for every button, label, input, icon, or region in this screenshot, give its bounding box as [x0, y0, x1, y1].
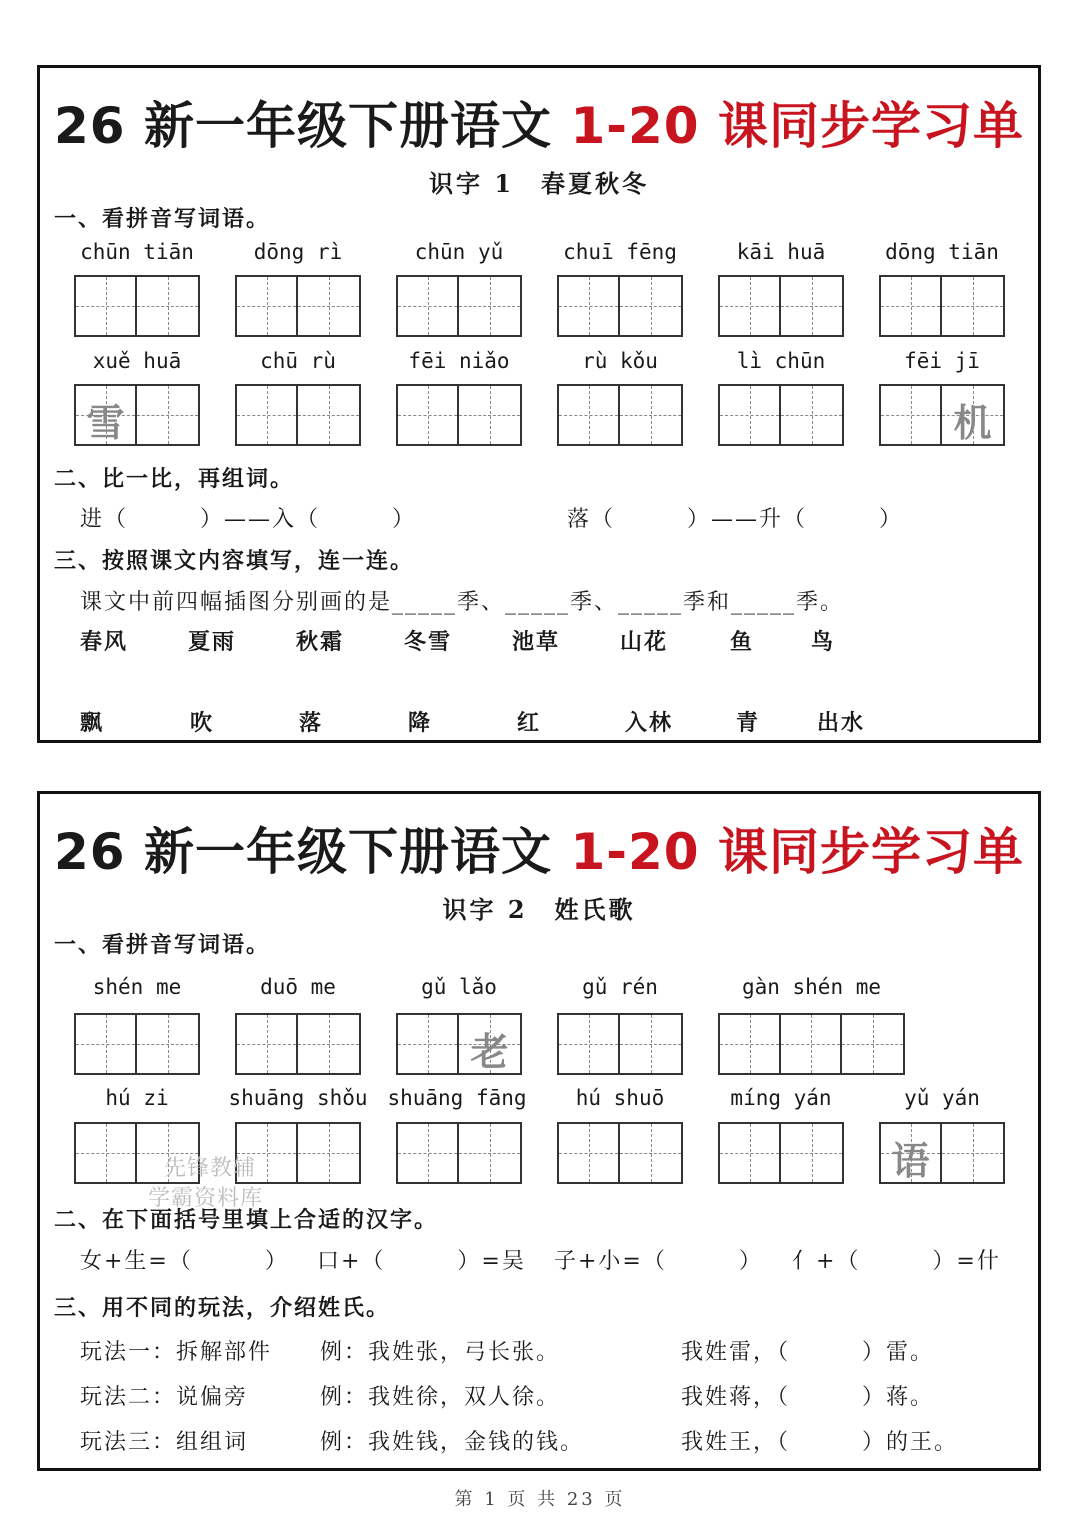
- play-task[interactable]: 我姓雷，（ ）雷。: [681, 1340, 935, 1365]
- fill-item[interactable]: 亻+（ ）=什: [792, 1249, 1001, 1274]
- pinyin-label: duō me: [260, 975, 336, 999]
- match-word-top[interactable]: 山花: [620, 629, 669, 655]
- hint-character: 语: [891, 1138, 930, 1183]
- pinyin-label: míng yán: [730, 1086, 832, 1110]
- writing-grid[interactable]: [396, 1122, 522, 1184]
- match-word-top[interactable]: 春风: [80, 629, 129, 655]
- pinyin-label: shuāng fāng: [387, 1086, 527, 1110]
- match-word-bottom[interactable]: 入林: [625, 710, 674, 736]
- pinyin-label: fēi niǎo: [408, 349, 510, 373]
- pinyin-label: chūn tiān: [80, 240, 194, 264]
- pinyin-label: xuě huā: [92, 349, 182, 373]
- play-task[interactable]: 我姓蒋，（ ）蒋。: [681, 1385, 935, 1410]
- section-3-heading: 三、按照课文内容填写，连一连。: [54, 548, 415, 574]
- hint-character: 雪: [86, 400, 125, 445]
- match-word-top[interactable]: 秋霜: [296, 629, 345, 655]
- match-word-bottom[interactable]: 红: [517, 710, 542, 736]
- compare-right[interactable]: 落（ ）——升（ ）: [567, 507, 904, 532]
- section-2-heading: 二、比一比，再组词。: [54, 466, 295, 492]
- writing-grid[interactable]: [879, 1122, 1005, 1184]
- pinyin-label: chuī fēng: [563, 240, 677, 264]
- page-indicator: 第 1 页 共 23 页: [454, 1489, 626, 1510]
- fill-item[interactable]: 口+（ ）=吴: [317, 1249, 526, 1274]
- writing-grid[interactable]: [396, 1013, 522, 1075]
- writing-grid[interactable]: [235, 1013, 361, 1075]
- sheet-title: [40, 812, 1038, 884]
- section-1-heading: 一、看拼音写词语。: [54, 206, 271, 232]
- writing-grid[interactable]: [879, 275, 1005, 337]
- pinyin-label: kāi huā: [736, 240, 826, 264]
- fill-item[interactable]: 子+小=（ ）: [554, 1249, 763, 1274]
- pinyin-label: hú zi: [105, 1086, 169, 1110]
- writing-grid[interactable]: [718, 1122, 844, 1184]
- section-3-heading: 三、用不同的玩法，介绍姓氏。: [54, 1295, 391, 1321]
- watermark: 学霸资料库: [148, 1186, 264, 1211]
- writing-grid[interactable]: [74, 384, 200, 446]
- pinyin-label: dōng tiān: [885, 240, 999, 264]
- writing-grid[interactable]: [718, 275, 844, 337]
- pinyin-label: shuāng shǒu: [228, 1086, 368, 1110]
- title-black: 26 新一年级下册语文: [54, 823, 553, 881]
- section-2-heading: 二、在下面括号里填上合适的汉字。: [54, 1207, 439, 1233]
- writing-grid[interactable]: [235, 275, 361, 337]
- worksheet-lesson-2: [37, 791, 1041, 1471]
- pinyin-label: gǔ lǎo: [421, 975, 497, 999]
- match-word-top[interactable]: 鱼: [730, 629, 755, 655]
- writing-grid[interactable]: [74, 1013, 200, 1075]
- match-word-top[interactable]: 鸟: [811, 629, 836, 655]
- match-word-bottom[interactable]: 降: [408, 710, 433, 736]
- pinyin-label: lì chūn: [736, 349, 826, 373]
- match-word-bottom[interactable]: 出水: [817, 710, 866, 736]
- section-1-heading: 一、看拼音写词语。: [54, 932, 271, 958]
- title-black: 26 新一年级下册语文: [54, 97, 553, 155]
- play-example: 例：我姓张，弓长张。: [320, 1340, 561, 1365]
- match-word-top[interactable]: 夏雨: [188, 629, 237, 655]
- play-label: 玩法三：组组词: [80, 1430, 249, 1455]
- writing-grid[interactable]: [396, 275, 522, 337]
- hint-character: 老: [470, 1029, 509, 1074]
- writing-grid[interactable]: [718, 384, 844, 446]
- title-red: 1-20 课同步学习单: [570, 97, 1024, 155]
- writing-grid[interactable]: [557, 384, 683, 446]
- play-task[interactable]: 我姓王，（ ）的王。: [681, 1430, 959, 1455]
- writing-grid[interactable]: [557, 1122, 683, 1184]
- writing-grid[interactable]: [396, 384, 522, 446]
- sheet-title: [40, 86, 1038, 158]
- compare-left[interactable]: 进（ ）——入（ ）: [80, 507, 417, 532]
- match-word-bottom[interactable]: 吹: [190, 710, 215, 736]
- writing-grid[interactable]: [718, 1013, 905, 1075]
- pinyin-label: dōng rì: [253, 240, 343, 264]
- lesson-title: 识字 1 春夏秋冬: [428, 169, 650, 198]
- writing-grid[interactable]: [879, 384, 1005, 446]
- writing-grid[interactable]: [557, 1013, 683, 1075]
- lesson-title: 识字 2 姓氏歌: [442, 895, 636, 924]
- pinyin-label: chūn yǔ: [414, 240, 504, 264]
- match-word-top[interactable]: 冬雪: [404, 629, 453, 655]
- fill-sentence[interactable]: 课文中前四幅插图分别画的是_____季、_____季、_____季和_____季。: [80, 590, 845, 615]
- pinyin-label: gǔ rén: [582, 975, 658, 999]
- pinyin-label: chū rù: [260, 349, 336, 373]
- play-label: 玩法二：说偏旁: [80, 1385, 249, 1410]
- writing-grid[interactable]: [557, 275, 683, 337]
- hint-character: 机: [953, 400, 992, 445]
- writing-grid[interactable]: [74, 275, 200, 337]
- pinyin-label: shén me: [92, 975, 182, 999]
- watermark: 先锋教辅: [164, 1156, 257, 1181]
- pinyin-label: gàn shén me: [741, 975, 882, 999]
- match-word-top[interactable]: 池草: [512, 629, 561, 655]
- play-example: 例：我姓钱，金钱的钱。: [320, 1430, 585, 1455]
- play-label: 玩法一：拆解部件: [80, 1340, 273, 1365]
- pinyin-label: yǔ yán: [904, 1086, 980, 1110]
- writing-grid[interactable]: [235, 384, 361, 446]
- worksheet-lesson-1: [37, 65, 1041, 743]
- match-word-bottom[interactable]: 落: [299, 710, 324, 736]
- match-word-bottom[interactable]: 飘: [80, 710, 105, 736]
- match-word-bottom[interactable]: 青: [736, 710, 761, 736]
- fill-item[interactable]: 女+生=（ ）: [80, 1249, 289, 1274]
- title-red: 1-20 课同步学习单: [570, 823, 1024, 881]
- play-example: 例：我姓徐，双人徐。: [320, 1385, 561, 1410]
- pinyin-label: hú shuō: [575, 1086, 665, 1110]
- pinyin-label: fēi jī: [904, 349, 980, 373]
- pinyin-label: rù kǒu: [582, 349, 658, 373]
